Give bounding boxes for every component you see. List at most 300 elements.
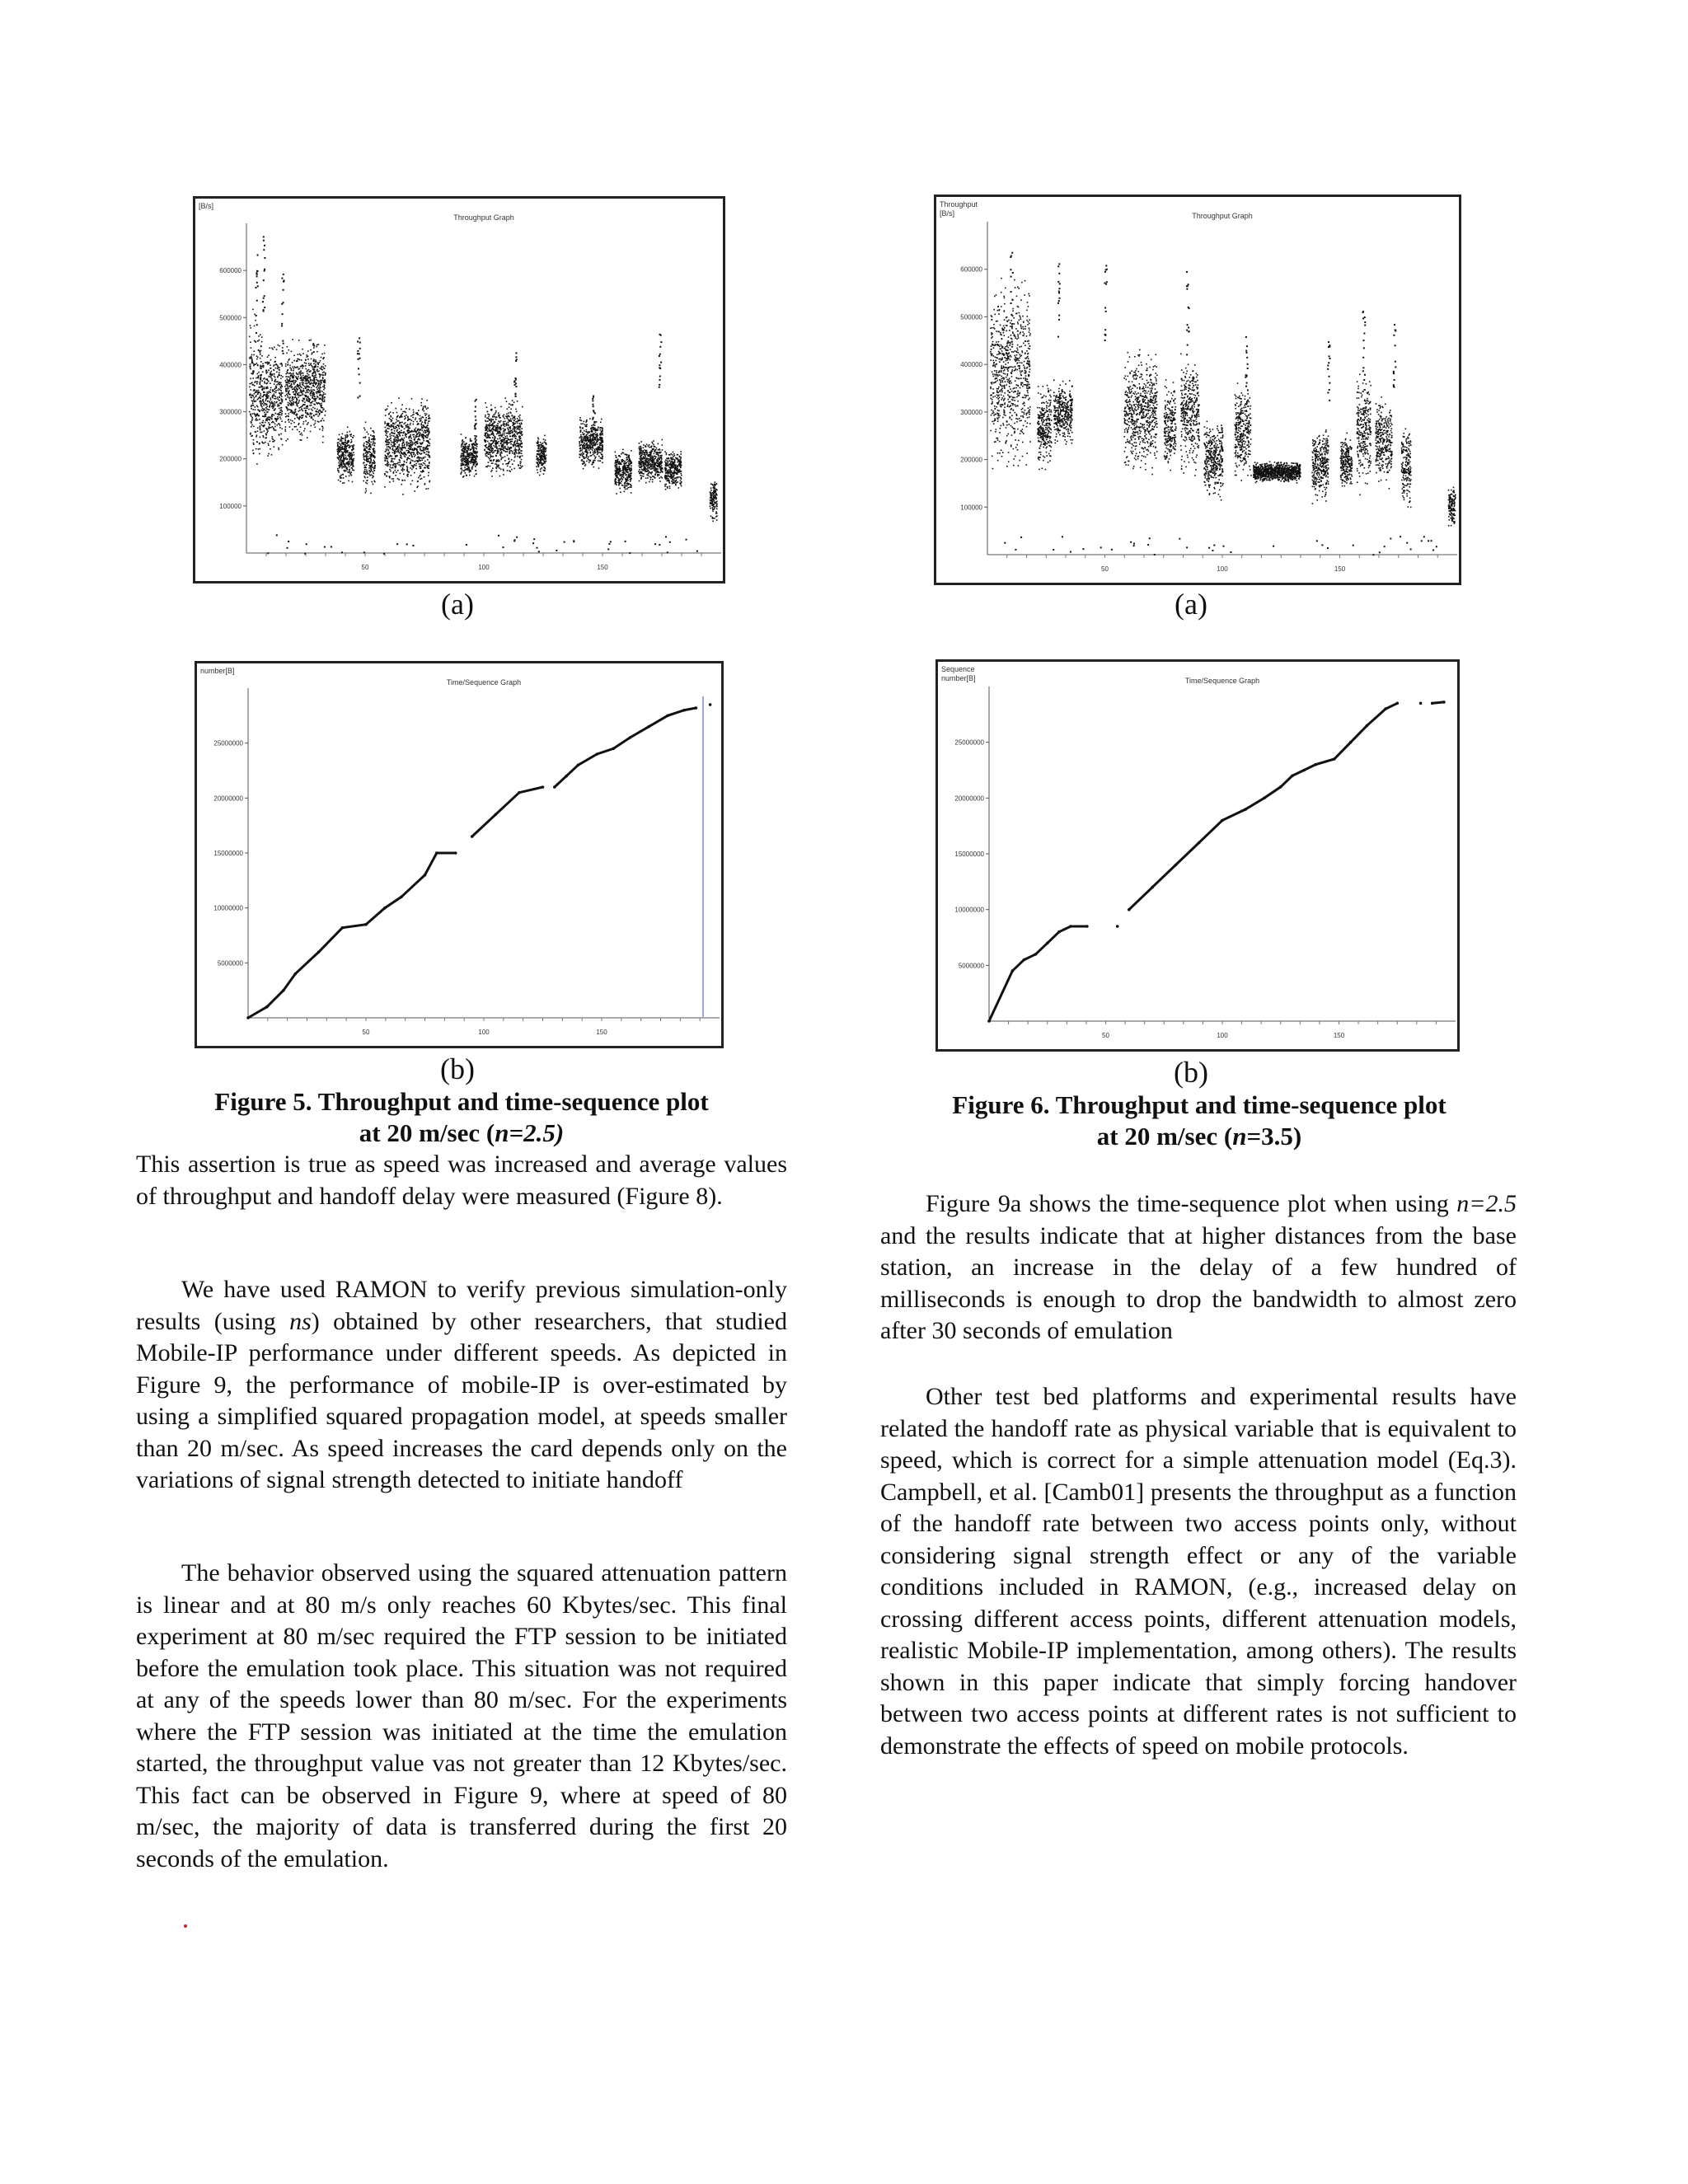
data-point	[495, 410, 497, 412]
data-point	[495, 441, 497, 443]
data-point	[409, 409, 410, 410]
data-point	[287, 410, 288, 411]
data-point	[349, 434, 351, 436]
data-point	[494, 440, 495, 442]
data-point	[509, 471, 511, 472]
data-point	[373, 460, 375, 462]
data-point	[595, 429, 597, 431]
data-point	[485, 453, 486, 455]
data-point	[392, 478, 393, 480]
data-point	[265, 370, 267, 372]
data-point	[398, 479, 400, 480]
data-point	[410, 423, 411, 424]
data-point	[546, 455, 547, 457]
data-point	[495, 467, 497, 469]
data-point	[274, 373, 275, 375]
data-point	[388, 413, 390, 415]
data-point	[589, 445, 591, 447]
data-point	[270, 382, 271, 384]
data-point	[424, 410, 425, 412]
data-point	[387, 442, 389, 443]
data-point	[348, 465, 349, 466]
data-point	[495, 450, 497, 452]
data-point	[393, 443, 395, 444]
data-point	[260, 361, 262, 363]
data-point	[322, 378, 324, 380]
data-point	[315, 361, 316, 363]
data-point	[513, 445, 514, 447]
data-point	[429, 438, 431, 440]
data-point	[409, 419, 410, 420]
data-point	[254, 350, 256, 352]
data-point	[542, 467, 543, 469]
data-point	[495, 412, 497, 414]
data-point	[288, 396, 289, 398]
data-point	[319, 368, 321, 369]
data-point	[513, 426, 515, 428]
data-point	[251, 361, 253, 363]
data-point	[601, 434, 603, 436]
data-point	[519, 426, 521, 428]
data-point	[586, 426, 588, 428]
data-point	[349, 469, 350, 471]
data-point	[364, 465, 366, 466]
data-point	[250, 325, 251, 326]
data-point	[302, 381, 304, 382]
data-point	[289, 398, 291, 400]
data-point	[421, 405, 423, 406]
data-point	[257, 427, 259, 429]
data-point	[311, 391, 312, 393]
data-point	[270, 418, 272, 419]
data-point	[392, 448, 394, 449]
data-point	[580, 430, 582, 432]
data-point	[617, 473, 619, 475]
data-point	[307, 350, 309, 352]
data-point	[319, 429, 321, 430]
data-point	[387, 428, 388, 429]
data-point	[272, 402, 274, 404]
data-point	[627, 478, 629, 480]
data-point	[427, 430, 429, 432]
data-point	[511, 432, 513, 434]
data-point	[544, 435, 546, 437]
data-point	[425, 465, 427, 466]
data-point	[257, 430, 259, 432]
data-point	[520, 441, 522, 443]
data-point	[261, 442, 263, 443]
data-point	[260, 437, 261, 438]
data-point	[261, 403, 263, 405]
data-point	[582, 448, 584, 449]
data-point	[275, 379, 277, 381]
data-point	[363, 444, 364, 446]
data-point	[280, 410, 282, 411]
data-point	[511, 459, 513, 461]
data-point	[275, 398, 277, 400]
data-point	[340, 477, 341, 479]
data-point	[294, 397, 296, 399]
data-point	[313, 377, 315, 379]
data-point	[374, 443, 376, 444]
data-point	[631, 485, 632, 486]
data-point	[414, 434, 415, 436]
data-point	[291, 402, 293, 404]
data-point	[309, 340, 311, 341]
data-point	[598, 449, 600, 451]
data-point	[294, 393, 296, 395]
data-point	[293, 391, 294, 393]
data-point	[616, 476, 617, 477]
data-point	[410, 436, 411, 438]
data-point	[393, 478, 395, 480]
data-point	[317, 396, 319, 398]
data-point	[405, 453, 406, 455]
data-point	[324, 344, 326, 346]
data-point	[415, 465, 417, 466]
data-point	[588, 459, 589, 461]
data-point	[407, 470, 409, 471]
data-point	[265, 362, 266, 363]
data-point	[395, 428, 396, 429]
data-point	[406, 459, 408, 461]
data-point	[631, 492, 632, 494]
data-point	[260, 368, 262, 369]
data-point	[308, 374, 310, 376]
data-point	[427, 444, 429, 446]
data-point	[274, 347, 275, 349]
data-point	[416, 441, 418, 443]
data-point	[270, 368, 271, 369]
data-point	[414, 490, 415, 492]
data-point	[304, 428, 306, 429]
data-point	[494, 421, 495, 423]
data-point	[312, 407, 314, 409]
data-point	[338, 455, 340, 457]
data-point	[512, 419, 513, 420]
data-point	[250, 327, 251, 329]
data-point	[300, 426, 302, 428]
data-point	[278, 382, 279, 384]
data-point	[404, 419, 406, 420]
data-point	[472, 459, 474, 461]
data-point	[260, 429, 261, 431]
data-point	[371, 465, 373, 466]
data-point	[398, 449, 400, 451]
data-point	[254, 389, 256, 391]
data-point	[626, 478, 627, 480]
data-point	[275, 392, 277, 394]
data-point	[345, 435, 346, 437]
data-point	[279, 424, 281, 426]
data-point	[266, 388, 268, 390]
data-point	[406, 442, 408, 443]
data-point	[387, 458, 389, 460]
data-point	[628, 476, 630, 478]
data-point	[400, 473, 401, 475]
data-point	[273, 428, 274, 429]
data-point	[389, 469, 391, 471]
data-point	[474, 451, 476, 452]
data-point	[518, 446, 519, 448]
data-point	[397, 451, 399, 452]
data-point	[501, 436, 503, 438]
data-point	[467, 461, 469, 462]
data-point	[584, 424, 586, 425]
data-point	[469, 475, 471, 476]
data-point	[322, 374, 324, 376]
data-point	[598, 446, 600, 448]
data-point	[315, 359, 316, 361]
data-point	[322, 367, 324, 368]
data-point	[310, 431, 312, 433]
data-point	[298, 376, 299, 377]
data-point	[542, 457, 543, 458]
data-point	[270, 373, 271, 374]
data-point	[515, 449, 517, 451]
data-point	[254, 340, 256, 342]
data-point	[368, 434, 369, 435]
data-point	[293, 414, 295, 415]
data-point	[586, 454, 588, 456]
data-point	[412, 434, 414, 436]
data-point	[462, 465, 464, 466]
data-point	[392, 458, 394, 460]
data-point	[323, 380, 325, 382]
data-point	[324, 400, 326, 401]
data-point	[312, 401, 314, 402]
data-point	[373, 461, 375, 462]
data-point	[589, 418, 591, 419]
data-point	[293, 399, 294, 401]
data-point	[583, 443, 584, 445]
data-point	[394, 466, 396, 467]
data-point	[288, 419, 289, 421]
data-point	[351, 445, 353, 447]
data-point	[402, 445, 404, 447]
data-point	[594, 460, 596, 462]
data-point	[630, 461, 631, 462]
data-point	[600, 460, 602, 462]
data-point	[410, 475, 412, 476]
data-point	[504, 447, 506, 448]
data-point	[594, 437, 596, 438]
data-point	[289, 396, 291, 398]
data-point	[278, 344, 279, 346]
data-point	[354, 470, 355, 471]
data-point	[279, 416, 281, 418]
data-point	[602, 449, 603, 451]
data-point	[385, 441, 387, 443]
data-point	[493, 416, 495, 418]
data-point	[424, 419, 426, 421]
data-point	[586, 456, 588, 457]
data-point	[469, 444, 471, 446]
data-point	[626, 488, 628, 490]
data-point	[274, 403, 275, 405]
data-point	[602, 433, 603, 434]
data-point	[278, 413, 279, 415]
data-point	[601, 453, 603, 455]
data-point	[490, 440, 492, 442]
data-point	[626, 485, 628, 487]
data-point	[390, 419, 392, 420]
data-point	[461, 453, 462, 455]
data-point	[289, 381, 291, 382]
data-point	[293, 368, 295, 370]
data-point	[350, 434, 352, 435]
data-point	[321, 391, 323, 392]
data-point	[429, 457, 431, 458]
data-point	[590, 455, 592, 457]
data-point	[537, 450, 539, 452]
data-point	[264, 425, 265, 427]
data-point	[313, 386, 315, 387]
data-point	[621, 461, 623, 462]
data-point	[279, 394, 281, 396]
data-point	[369, 446, 371, 448]
data-point	[405, 417, 406, 419]
data-point	[588, 433, 589, 434]
data-point	[421, 437, 423, 438]
data-point	[422, 442, 424, 443]
data-point	[368, 462, 370, 463]
data-point	[341, 448, 343, 450]
data-point	[388, 464, 390, 466]
data-point	[424, 448, 426, 450]
data-point	[299, 382, 301, 384]
data-point	[415, 468, 417, 470]
data-point	[407, 457, 409, 458]
data-point	[425, 488, 427, 490]
data-point	[296, 373, 298, 374]
data-point	[493, 425, 495, 427]
data-point	[492, 427, 494, 429]
data-point	[347, 441, 349, 443]
data-point	[416, 421, 418, 423]
data-point	[264, 388, 265, 390]
x-tick-label: 50	[361, 564, 369, 571]
data-point	[274, 395, 275, 396]
data-point	[293, 375, 295, 377]
data-point	[584, 443, 585, 444]
data-point	[289, 365, 291, 367]
data-point	[363, 443, 365, 444]
data-point	[256, 442, 258, 443]
data-point	[303, 430, 305, 432]
data-point	[282, 410, 284, 412]
data-point	[427, 424, 429, 426]
data-point	[307, 400, 308, 401]
data-point	[260, 395, 261, 396]
data-point	[631, 486, 632, 488]
data-point	[279, 389, 281, 391]
data-point	[260, 358, 261, 359]
data-point	[262, 388, 264, 390]
data-point	[462, 449, 463, 451]
data-point	[291, 368, 293, 370]
data-point	[542, 455, 543, 457]
data-point	[285, 399, 287, 401]
data-point	[298, 340, 300, 341]
data-point	[517, 456, 518, 457]
data-point	[310, 412, 312, 414]
data-point	[639, 443, 640, 444]
data-point	[461, 468, 462, 470]
data-point	[287, 370, 288, 372]
data-point	[278, 374, 279, 376]
data-point	[322, 373, 324, 374]
data-point	[652, 476, 654, 477]
data-point	[385, 415, 387, 416]
data-point	[386, 457, 387, 458]
data-point	[489, 427, 490, 429]
data-point	[464, 471, 466, 472]
data-point	[401, 469, 403, 471]
data-point	[275, 368, 277, 369]
data-point	[598, 429, 599, 431]
data-point	[320, 397, 321, 399]
data-point	[624, 454, 626, 456]
data-point	[287, 438, 288, 440]
data-point	[258, 448, 260, 450]
data-point	[426, 419, 428, 421]
data-point	[518, 450, 519, 452]
data-point	[298, 385, 300, 387]
data-point	[586, 461, 588, 462]
data-point	[350, 436, 352, 438]
data-point	[506, 401, 508, 402]
data-point	[462, 470, 463, 471]
data-point	[385, 455, 387, 457]
data-point	[602, 456, 603, 457]
data-point	[298, 373, 299, 375]
data-point	[261, 355, 263, 357]
data-point	[292, 377, 293, 379]
data-point	[339, 467, 340, 469]
data-point	[426, 434, 428, 436]
data-point	[486, 406, 488, 408]
data-point	[503, 421, 504, 423]
data-point	[399, 460, 401, 462]
data-point	[631, 462, 632, 464]
data-point	[461, 434, 462, 435]
data-point	[405, 434, 406, 435]
data-point	[287, 382, 288, 383]
data-point	[302, 353, 304, 354]
data-point	[514, 457, 516, 458]
data-point	[540, 454, 542, 456]
data-point	[265, 400, 267, 401]
data-point	[540, 457, 542, 459]
data-point	[320, 382, 321, 383]
data-point	[543, 461, 545, 462]
data-point	[413, 424, 415, 425]
data-point	[267, 419, 269, 420]
data-point	[398, 397, 400, 399]
data-point	[597, 451, 598, 452]
data-point	[285, 413, 287, 415]
data-point	[264, 377, 265, 379]
data-point	[410, 424, 411, 426]
data-point	[493, 415, 495, 416]
data-point	[540, 442, 542, 443]
data-point	[424, 420, 426, 422]
data-point	[519, 457, 521, 458]
data-point	[370, 462, 372, 463]
data-point	[593, 440, 594, 442]
data-point	[289, 400, 291, 401]
